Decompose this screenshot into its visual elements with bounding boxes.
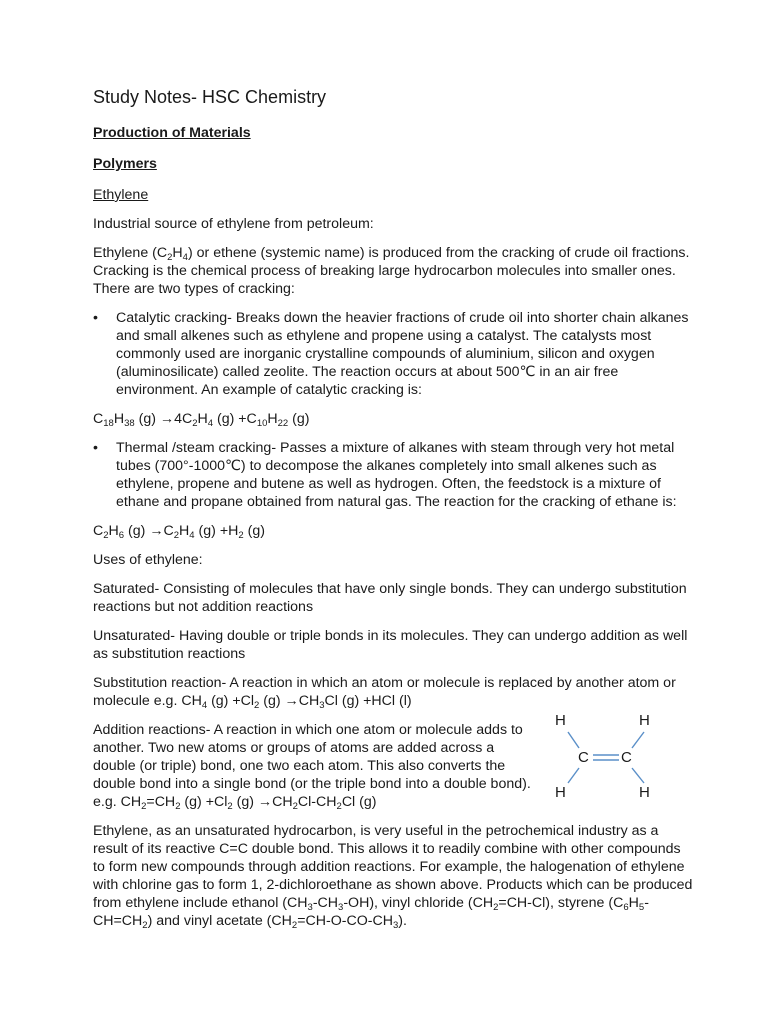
intro-paragraph: Industrial source of ethylene from petroleum: [93,216,374,232]
equation-ethane-cracking: $C_2H_6$ $(g) \to C_2H_4$ $(g) +H_2$ (g) [93,523,265,541]
topic-heading: Ethylene [93,187,149,203]
subsection-heading: Polymers [93,156,157,172]
ethylene-paragraph: Ethylene $(C_2H_4)$ or ethene (systemic name) is produced from the cracking of crude oil fractions. Cracking is the chemical process of breaking large hydrocarbon molecules into smaller ones. There are two types of cracking: [93,245,690,297]
bullet-thermal-cracking [93,439,693,511]
unsaturated-definition: Unsaturated- Having double or triple bonds in its molecules. They can undergo addition as well as substitution reactions [93,628,688,662]
addition-definition: Addition reactions- A reaction in which one atom or molecule adds to another. Two new atoms or groups of atoms are added across a double (or triple) bond, one two each atom. This also converts the double bond into a single bond (or the triple bond into a double bond). e.g. $CH_2=CH_2$ $(g) +Cl_2$ $(g) \to CH_2Cl-CH_2Cl$ (g) [93,722,531,812]
addition-section [93,712,693,812]
saturated-definition: Saturated- Consisting of molecules that have only single bonds. They can undergo substitution reactions but not addition reactions [93,581,687,615]
bond-top-right [632,732,644,748]
equation-catalytic: $C_{18}H_{38}$ $(g) \to 4C_2H_4$ $(g) +C_{10}H_{22}$ (g) [93,411,310,429]
bond-bottom-left [568,768,579,783]
section-heading: Production of Materials [93,125,251,141]
hydrogen-atom: H [555,784,566,801]
page-title: Study Notes- HSC Chemistry [93,87,327,107]
uses-heading: Uses of ethylene: [93,552,203,568]
bullet-icon: • [93,310,98,326]
bullet-text: Catalytic cracking- Breaks down the heavier fractions of crude oil into shorter chain alkanes and small alkenes such as ethylene and propene using a catalyst. The catalysts most commonly used are inorganic crystalline compounds of aluminium, silicon and oxygen (aluminosilicate) called zeolite. The reaction occurs at about 500℃ in an air free environment. An example of catalytic cracking is: [116,310,689,398]
carbon-atom: C [621,749,632,766]
bullet-text: Thermal /steam cracking- Passes a mixture of alkanes with steam through very hot metal tubes (700°-1000℃) to decompose the alkanes completely into small alkenes such as ethylene, propene and butene as well as hydrogen. Often, the feedstock is a mixture of ethane and propane obtained from natural gas. The reaction for the cracking of ethane is: [116,440,677,510]
bond-top-left [568,732,579,748]
carbon-atom: C [578,749,589,766]
bond-bottom-right [632,768,644,783]
hydrogen-atom: H [639,784,650,801]
bullet-icon: • [93,440,98,456]
ethylene-structure-diagram [551,713,661,801]
document-body [93,86,693,941]
closing-paragraph: Ethylene, as an unsaturated hydrocarbon, is very useful in the petrochemical industry as a result of its reactive C=C double bond. This allows it to readily combine with other compounds to form new compounds through addition reactions. For example, the halogenation of ethylene with chlorine gas to form 1, 2-dichloroethane as shown above. Products which can be produced from ethylene include ethanol $(CH_3-CH_3-OH)$, vinyl chloride $(CH_2=CH-Cl)$, styrene $(C_6H_5-CH=CH_2)$ and vinyl acetate $(CH_2=CH-O-CO-CH_3)$. [93,823,693,931]
bullet-catalytic-cracking [93,309,693,399]
hydrogen-atom: H [555,712,566,729]
hydrogen-atom: H [639,712,650,729]
substitution-definition: Substitution reaction- A reaction in which an atom or molecule is replaced by another atom or molecule e.g. $CH_4$ $(g) +Cl_2$ $(g) \to CH_3Cl$ (g) +HCl (l) [93,675,676,711]
